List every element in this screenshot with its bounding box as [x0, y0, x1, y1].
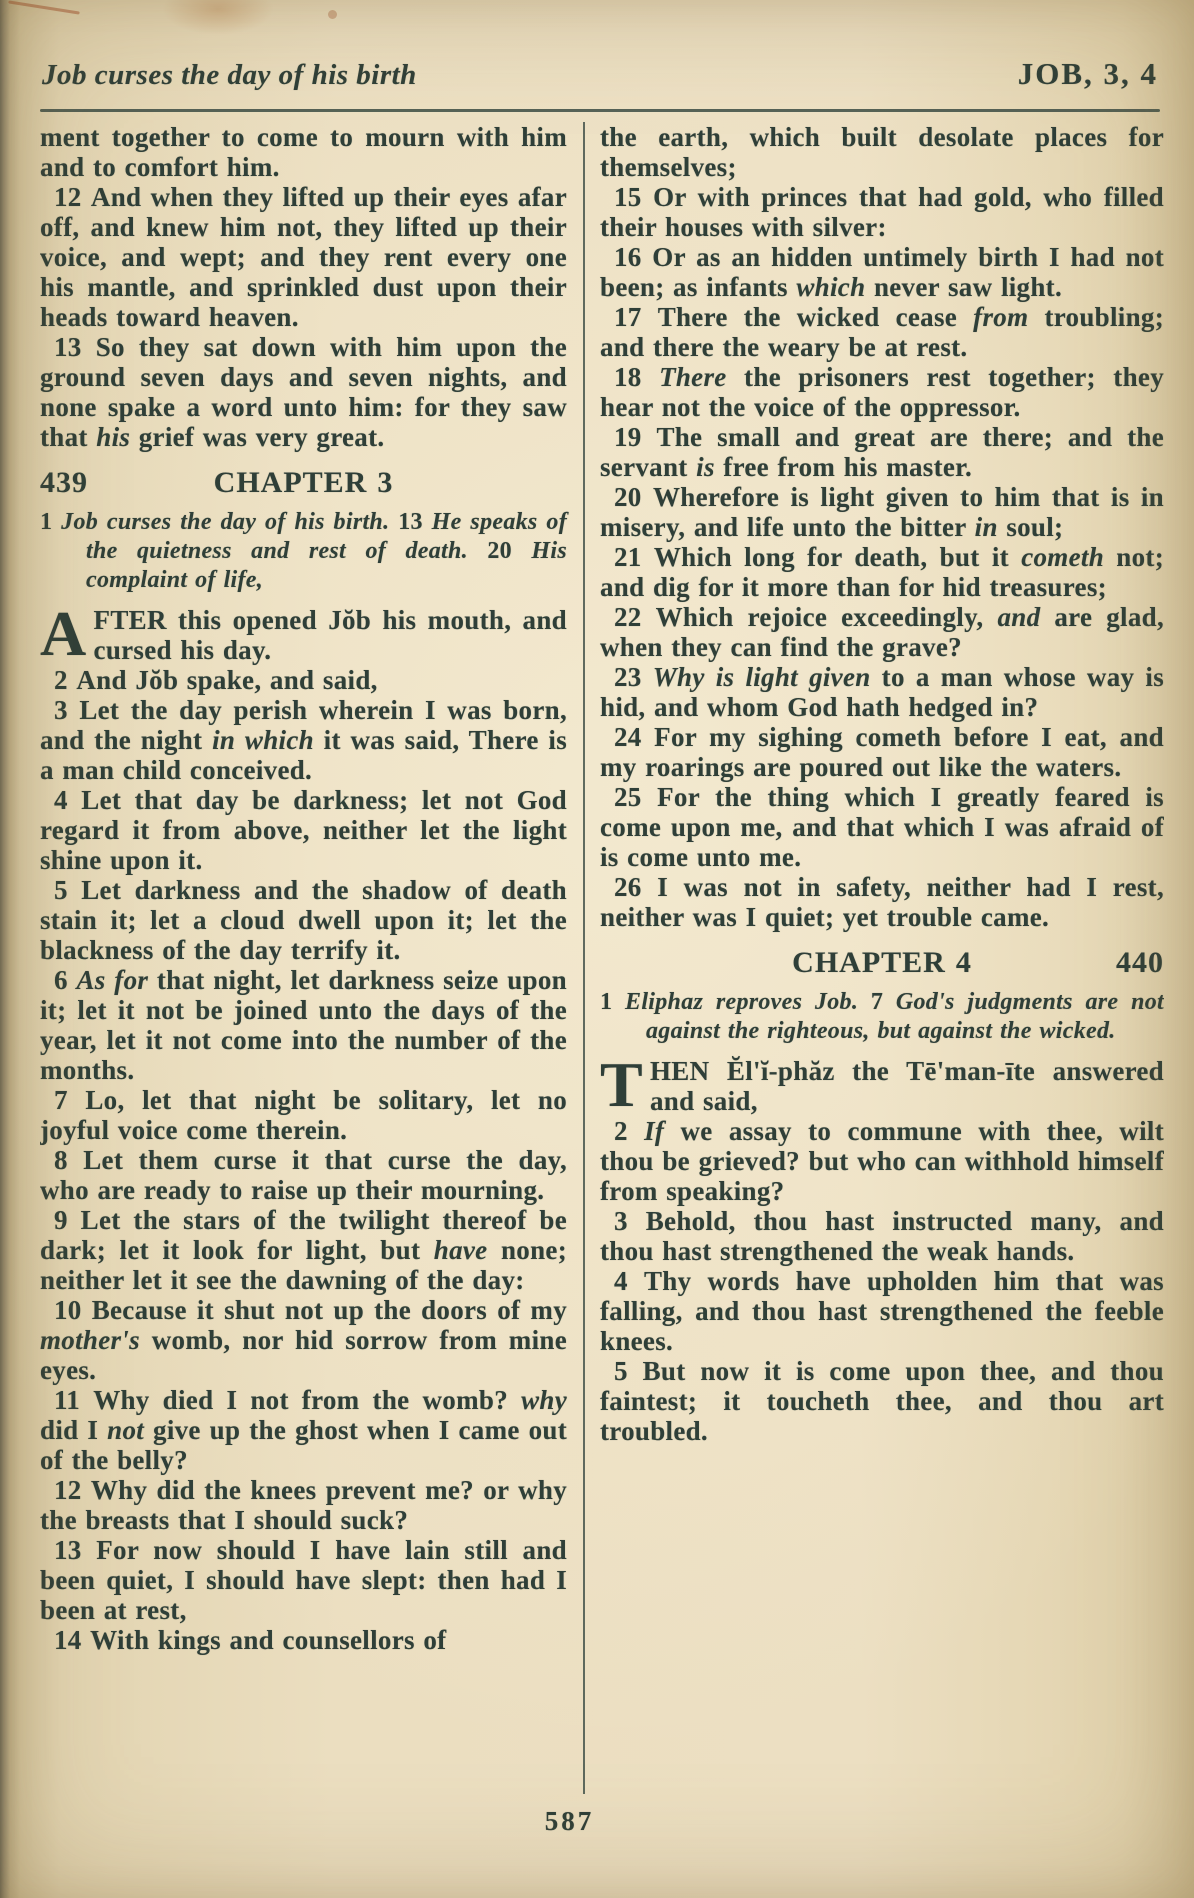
chapter-title: CHAPTER 4: [792, 946, 972, 979]
text-run: And Jŏb spake, and said,: [76, 665, 378, 695]
verse-number: 5: [614, 1356, 643, 1386]
verse-paragraph: [600, 422, 1164, 482]
paper-stain: [328, 10, 337, 19]
text-run: Which long for death, but it: [653, 542, 1022, 572]
text-run: The small and great are there; and the servant: [600, 422, 1164, 482]
verse-number: 24: [614, 722, 655, 752]
text-column-left: [40, 122, 567, 1802]
text-run: Let darkness and the shadow of death stain it; let a cloud dwell upon it; let the blackness of the day terrify it.: [40, 875, 567, 965]
text-run: Let the day perish wherein I was born, and the night: [40, 695, 567, 755]
text-run: the earth, which built desolate places for themselves;: [600, 122, 1164, 182]
text-run: to a man whose way is hid, and whom God hath hedged in?: [600, 662, 1164, 722]
text-run: And when they lifted up their eyes afar off, and knew him not, they lifted up their voice, and wept; and they rent every one his mantle, and sprinkled dust upon their heads toward heaven.: [40, 182, 567, 332]
italic-text: God's judgments are not against the righteous, but against the wicked.: [646, 989, 1164, 1044]
text-run: 13: [389, 509, 432, 535]
verse-paragraph: [600, 302, 1164, 362]
verse-paragraph: [40, 1385, 567, 1475]
text-run: Why died I not from the womb?: [93, 1385, 522, 1415]
text-run: the prisoners rest together; they hear not the voice of the oppressor.: [600, 362, 1164, 422]
verse-number: 20: [614, 482, 653, 512]
text-run: I was not in safety, neither had I rest, neither was I quiet; yet trouble came.: [600, 872, 1164, 932]
text-run: FTER this opened Jŏb his mouth, and cursed his day.: [93, 605, 567, 665]
text-run: ment together to come to mourn with him and to comfort him.: [40, 122, 567, 182]
text-run: give up the ghost when I came out of the belly?: [40, 1415, 568, 1475]
verse-number: 9: [54, 1205, 81, 1235]
verse-number: 3: [54, 695, 80, 725]
text-column-right: [600, 122, 1164, 1802]
text-run: 1: [40, 509, 62, 535]
running-head: [42, 56, 1158, 92]
text-run: Which rejoice exceedingly,: [655, 602, 998, 632]
verse-number: 4: [614, 1266, 644, 1296]
verse-paragraph: [40, 1295, 567, 1385]
page-reference-head: JOB, 3, 4: [1017, 56, 1158, 91]
column-divider: [583, 122, 585, 1794]
verse-paragraph: [600, 242, 1164, 302]
chapter-title: CHAPTER 3: [213, 466, 394, 499]
verse-paragraph: [600, 362, 1164, 422]
text-run: HEN Ĕl'ĭ-phăz the Tē'man-īte answered and said,: [650, 1056, 1164, 1116]
verse-number: 13: [54, 332, 96, 362]
verse-paragraph: [40, 1625, 567, 1655]
italic-text: cometh: [1021, 542, 1105, 572]
drop-cap-paragraph: [40, 598, 567, 669]
verse-number: 11: [54, 1385, 94, 1415]
text-run: we assay to commune with thee, wilt thou be grieved? but who can withhold himself from speaking?: [600, 1116, 1164, 1206]
italic-text: There: [659, 362, 727, 392]
italic-text: and: [997, 602, 1041, 632]
text-run: Or with princes that had gold, who filled their houses with silver:: [600, 182, 1164, 242]
verse-paragraph: [600, 1356, 1164, 1446]
text-run: For the thing which I greatly feared is come upon me, and that which I was afraid of is come unto me.: [600, 782, 1164, 872]
text-run: never saw light.: [865, 272, 1063, 302]
text-run: But now it is come upon thee, and thou faintest; it toucheth thee, and thou art troubled.: [600, 1356, 1164, 1446]
verse-number: 15: [614, 182, 654, 212]
chapter-summary: [40, 508, 567, 595]
verse-paragraph: [600, 542, 1164, 602]
verse-paragraph: [600, 662, 1164, 722]
verse-number: 26: [614, 872, 658, 902]
drop-cap-letter: T: [600, 1049, 643, 1120]
verse-number: 25: [614, 782, 658, 812]
italic-text: As for: [76, 965, 149, 995]
page-number: 587: [544, 1806, 595, 1836]
italic-text: his: [96, 422, 131, 452]
verse-paragraph: [40, 1145, 567, 1205]
text-run: Let them curse it that curse the day, who are ready to raise up their mourning.: [40, 1145, 567, 1205]
text-run: 20: [467, 538, 532, 564]
verse-number: 4: [54, 785, 82, 815]
italic-text: is: [696, 452, 715, 482]
text-run: Why did the knees prevent me? or why the breasts that I should suck?: [40, 1475, 567, 1535]
italic-text: not: [107, 1415, 145, 1445]
verse-number: 21: [614, 542, 654, 572]
text-run: Wherefore is light given to him that is in misery, and life unto the bitter: [600, 482, 1164, 542]
italic-text: Eliphaz reproves Job.: [625, 989, 859, 1015]
verse-paragraph: [40, 1205, 567, 1295]
drop-cap-paragraph: [600, 1049, 1164, 1120]
italic-text: His complaint of life,: [86, 538, 567, 593]
verse-number: 16: [614, 242, 653, 272]
italic-text: which: [796, 272, 866, 302]
text-run: 1: [600, 989, 626, 1015]
verse-paragraph: [600, 1206, 1164, 1266]
text-run: it was said, There is a man child conceived.: [40, 725, 568, 785]
italic-text: Why is light given: [652, 662, 871, 692]
verse-paragraph: [40, 1475, 567, 1535]
italic-text: If: [644, 1116, 665, 1146]
verse-number: 22: [614, 602, 656, 632]
text-run: For my sighing cometh before I eat, and my roarings are poured out like the waters.: [600, 722, 1164, 782]
running-head-title: Job curses the day of his birth: [42, 59, 417, 91]
verse-paragraph: [40, 695, 567, 785]
header-rule: [40, 109, 1160, 112]
verse-paragraph: [40, 785, 567, 875]
italic-text: from: [973, 302, 1029, 332]
verse-paragraph: [40, 875, 567, 965]
verse-paragraph: [600, 872, 1164, 932]
italic-text: why: [521, 1385, 567, 1415]
verse-number: 23: [614, 662, 653, 692]
text-run: Behold, thou hast instructed many, and thou hast strengthened the weak hands.: [600, 1206, 1164, 1266]
verse-number: 13: [54, 1535, 97, 1565]
italic-text: He speaks of the quietness and rest of death.: [86, 509, 568, 564]
text-run: none; neither let it see the dawning of the day:: [40, 1235, 567, 1295]
verse-number: 10: [54, 1295, 92, 1325]
italic-text: have: [433, 1235, 488, 1265]
italic-text: in: [974, 512, 998, 542]
verse-number: 18: [614, 362, 660, 392]
text-run: did I: [40, 1415, 108, 1445]
drop-cap-letter: A: [40, 598, 87, 669]
verse-number: 12: [54, 182, 91, 212]
verse-paragraph: [40, 965, 567, 1085]
text-run: soul;: [997, 512, 1064, 542]
text-run: Let that day be darkness; let not God regard it from above, neither let the light shine upon it.: [40, 785, 567, 875]
continuation-paragraph: [40, 122, 567, 182]
chapter-page-ref-right: 440: [1116, 946, 1164, 979]
verse-paragraph: [40, 332, 567, 452]
verse-number: 12: [54, 1475, 91, 1505]
continuation-paragraph: [600, 122, 1164, 182]
verse-number: 5: [54, 875, 82, 905]
verse-number: 3: [614, 1206, 646, 1236]
text-run: that night, let darkness seize upon it; let it not be joined unto the days of the year, let it not come into the number of the months.: [40, 965, 567, 1085]
text-run: grief was very great.: [130, 422, 385, 452]
text-run: With kings and counsellors of: [90, 1625, 447, 1655]
verse-paragraph: [600, 182, 1164, 242]
chapter-heading: [40, 468, 567, 498]
text-run: So they sat down with him upon the ground seven days and seven nights, and none spake a word unto him: for they saw that: [40, 332, 567, 452]
text-run: womb, nor hid sorrow from mine eyes.: [40, 1325, 567, 1385]
text-run: Or as an hidden untimely birth I had not been; as infants: [600, 242, 1164, 302]
verse-number: 6: [54, 965, 77, 995]
chapter-page-ref-left: 439: [40, 466, 88, 499]
text-run: There the wicked cease: [657, 302, 974, 332]
verse-paragraph: [600, 1116, 1164, 1206]
book-edge: [0, 0, 20, 1898]
text-run: For now should I have lain still and been quiet, I should have slept: then had I been at rest,: [40, 1535, 567, 1625]
verse-paragraph: [40, 182, 567, 332]
text-run: troubling; and there the weary be at rest.: [600, 302, 1164, 362]
verse-paragraph: [600, 722, 1164, 782]
chapter-heading: [600, 948, 1164, 978]
verse-number: 2: [614, 1116, 645, 1146]
text-run: 7: [858, 989, 896, 1015]
verse-paragraph: [40, 665, 567, 695]
text-run: Let the stars of the twilight thereof be dark; let it look for light, but: [40, 1205, 567, 1265]
chapter-summary: [600, 988, 1164, 1046]
verse-paragraph: [40, 1085, 567, 1145]
text-run: Lo, let that night be solitary, let no joyful voice come therein.: [40, 1085, 567, 1145]
text-run: Because it shut not up the doors of my: [91, 1295, 567, 1325]
text-run: Thy words have upholden him that was falling, and thou hast strengthened the feeble knees.: [600, 1266, 1164, 1356]
paper-stain: [148, 0, 288, 48]
verse-number: 7: [54, 1085, 86, 1115]
verse-paragraph: [40, 1535, 567, 1625]
verse-paragraph: [600, 782, 1164, 872]
text-run: free from his master.: [714, 452, 973, 482]
italic-text: mother's: [40, 1325, 140, 1355]
text-run: are glad, when they can find the grave?: [600, 602, 1164, 662]
verse-number: 17: [614, 302, 658, 332]
italic-text: Job curses the day of his birth.: [61, 509, 390, 535]
text-run: not; and dig for it more than for hid treasures;: [600, 542, 1164, 602]
text-columns: [40, 122, 1164, 1802]
italic-text: in which: [212, 725, 314, 755]
verse-paragraph: [600, 1266, 1164, 1356]
verse-number: 19: [614, 422, 657, 452]
verse-paragraph: [600, 482, 1164, 542]
verse-number: 14: [54, 1625, 91, 1655]
verse-number: 2: [54, 665, 77, 695]
verse-paragraph: [600, 602, 1164, 662]
verse-number: 8: [54, 1145, 84, 1175]
